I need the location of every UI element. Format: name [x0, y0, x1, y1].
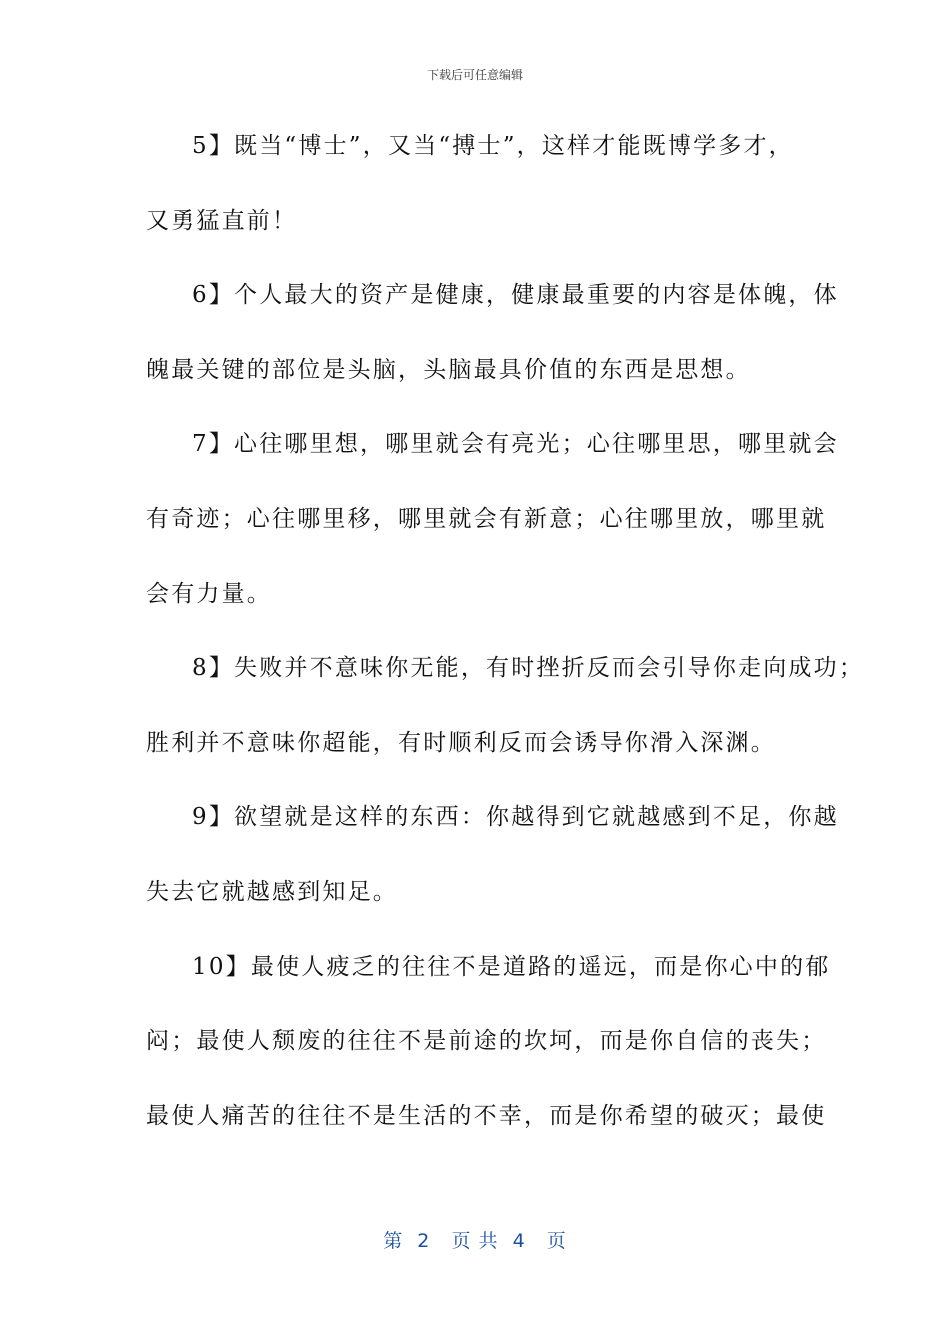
text-line: 闷；最使人颓废的往往不是前途的坎坷，而是你自信的丧失； — [146, 1028, 827, 1055]
text-line: 7】心往哪里想，哪里就会有亮光；心往哪里思，哪里就会 — [192, 431, 839, 458]
text-line: 失去它就越感到知足。 — [146, 878, 398, 905]
document-body — [146, 124, 865, 1168]
text-line: 有奇迹；心往哪里移，哪里就会有新意；心往哪里放，哪里就 — [146, 505, 827, 532]
text-line: 5】既当“博士”，又当“搏士”，这样才能既博学多才， — [192, 133, 794, 159]
text-line: 6】个人最大的资产是健康，健康最重要的内容是体魄，体 — [192, 282, 839, 309]
text-line: 8】失败并不意味你无能，有时挫折反而会引导你走向成功； — [192, 655, 865, 682]
text-line: 会有力量。 — [146, 580, 272, 607]
text-line: 9】欲望就是这样的东西：你越得到它就越感到不足，你越 — [192, 804, 839, 831]
text-line: 胜利并不意味你超能，有时顺利反而会诱导你滑入深渊。 — [146, 729, 776, 756]
text-line: 又勇猛直前！ — [146, 207, 298, 234]
text-line: 魄最关键的部位是头脑，头脑最具价值的东西是思想。 — [146, 356, 751, 383]
text-line: 最使人痛苦的往往不是生活的不幸，而是你希望的破灭；最使 — [146, 1102, 827, 1129]
text-line: 10】最使人疲乏的往往不是道路的遥远，而是你心中的郁 — [192, 953, 831, 980]
page-header: 下载后可任意编辑 — [426, 68, 523, 82]
page-number-footer: 第 2 页 共 4 页 — [383, 1230, 567, 1252]
